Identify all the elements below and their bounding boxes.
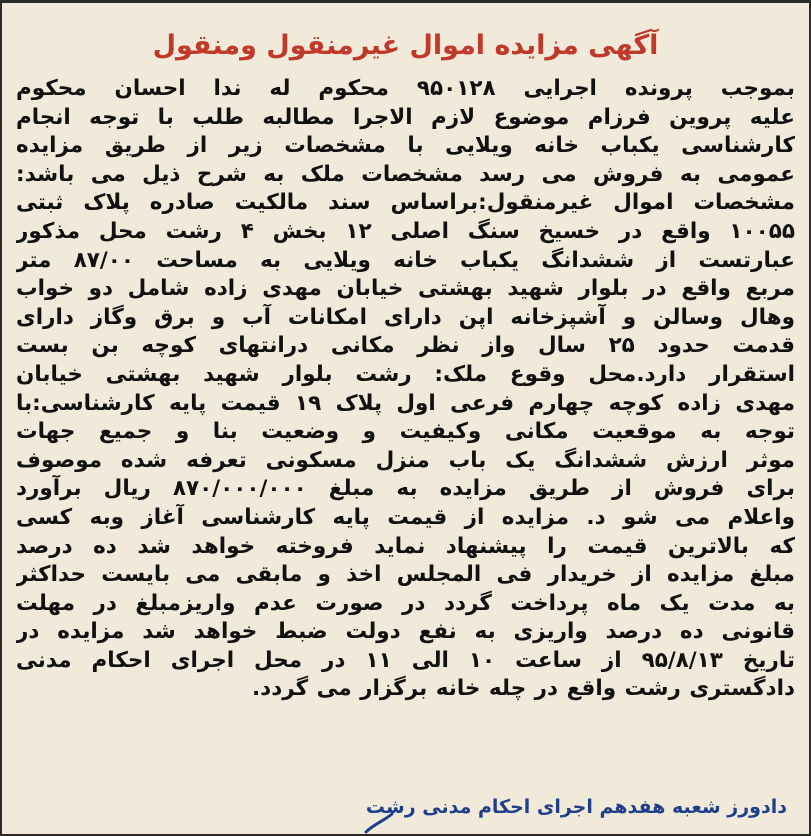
notice-line: قدمت حدود ۲۵ سال واز نظر مکانی درانتهای کوچه بن بست: [16, 333, 795, 359]
notice-line: که بالاترین قیمت را پیشنهاد نماید فروخته خواهد شد ده درصد: [16, 533, 795, 559]
notice-line: مشخصات اموال غیرمنقول:براساس سند مالکیت صادره پلاک ثبتی: [16, 190, 795, 216]
notice-line: دادگستری رشت واقع در چله خانه برگزار می گردد.: [252, 676, 795, 702]
notice-line: مهدی زاده کوچه چهارم فرعی اول پلاک ۱۹ قیمت پایه کارشناسی:با: [16, 390, 795, 416]
notice-signature: دادورز شعبه هفدهم اجرای احکام مدنی رشت: [365, 796, 787, 818]
notice-body: [16, 75, 795, 704]
notice-line: عبارتست از ششدانگ یکباب خانه ویلایی به مساحت ۸۷/۰۰ متر: [16, 247, 795, 273]
notice-line: ۱۰۰۵۵ واقع در خسیخ سنگ اصلی ۱۲ بخش ۴ رشت محل مذکور: [16, 218, 795, 244]
notice-title: آگهی مزایده اموال غیرمنقول ومنقول: [152, 30, 659, 61]
notice-line: توجه به موقعیت مکانی وکیفیت و وضعیت بنا و جمیع جهات: [16, 419, 795, 445]
notice-line: عمومی به فروش می رسد مشخصات ملک به شرح ذیل می باشد:: [16, 161, 795, 187]
notice-line: موثر ارزش ششدانگ یک باب منزل مسکونی تعرفه شده موصوف: [16, 447, 795, 473]
notice-line: وهال وسالن و آشپزخانه اپن دارای امکانات آب و برق وگاز دارای: [16, 304, 795, 330]
notice-line: به مدت یک ماه پرداخت گردد در صورت عدم واریزمبلغ در مهلت: [16, 590, 795, 616]
notice-line: استقرار دارد.محل وقوع ملک: رشت بلوار شهید بهشتی خیابان: [16, 361, 795, 387]
notice-line: بموجب پرونده اجرایی ۹۵۰۱۲۸ محکوم له ندا احسان محکوم: [16, 76, 795, 101]
notice-line: کارشناسی یکباب خانه ویلایی با مشخصات زیر از طریق مزایده: [16, 133, 795, 159]
notice-line: قانونی ده درصد واریزی به نفع دولت ضبط خواهد شد مزایده در: [16, 619, 795, 645]
pen-stroke-icon: [362, 812, 402, 834]
notice-line: مبلغ مزایده از خریدار فی المجلس اخذ و مابقی می بایست حداکثر: [16, 562, 795, 588]
notice-line: مربع واقع در بلوار شهید بهشتی خیابان مهدی زاده شامل دو خواب: [16, 276, 795, 302]
notice-line: علیه پروین فرزام موضوع لازم الاجرا مطالبه طلب با توجه انجام: [16, 104, 795, 130]
notice-line: واعلام می شو د. مزایده از قیمت پایه کارشناسی آغاز وبه کسی: [16, 504, 795, 530]
notice-line: تاریخ ۹۵/۸/۱۳ از ساعت ۱۰ الی ۱۱ در محل اجرای احکام مدنی: [16, 647, 795, 673]
notice-line: برای فروش از طریق مزایده به مبلغ ۸۷۰/۰۰۰/۰۰۰ ریال برآورد: [16, 476, 795, 502]
